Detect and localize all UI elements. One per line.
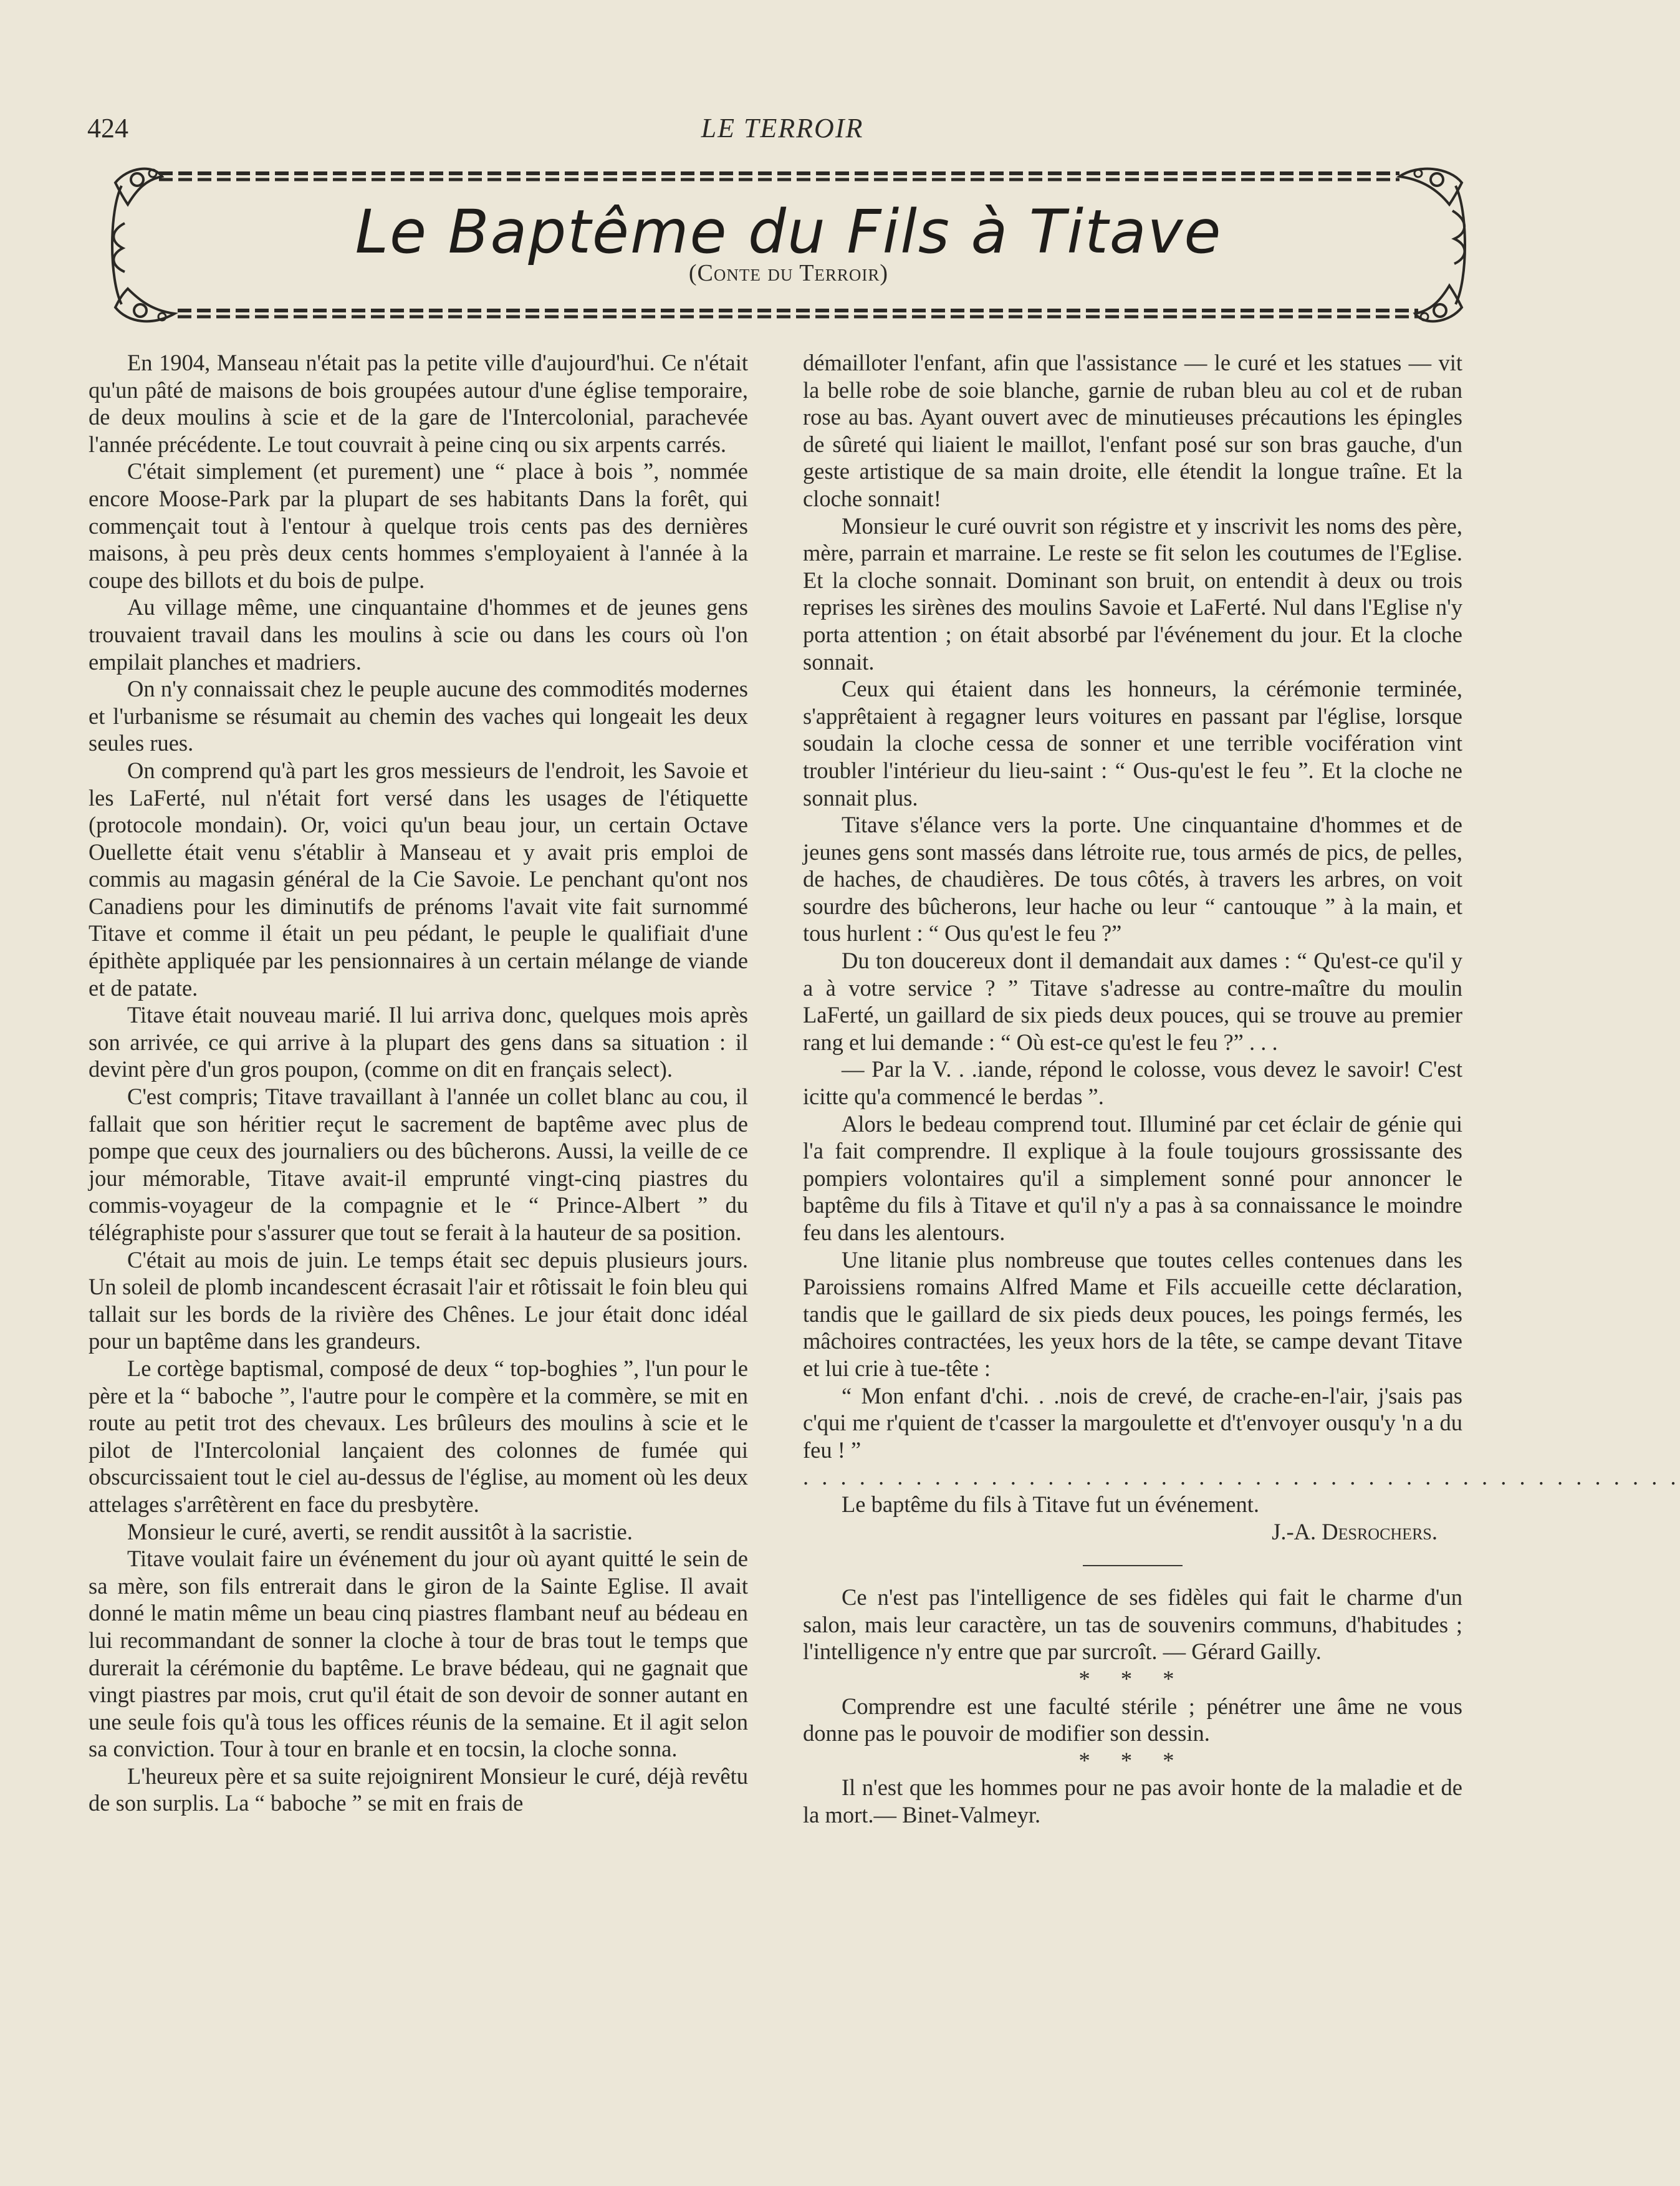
paragraph: L'heureux père et sa suite rejoignirent Monsieur le curé, déjà revêtu de son surplis. La “ baboche ” se mit en frais de [89, 1763, 748, 1816]
journal-title: LE TERROIR [701, 113, 864, 143]
paragraph: démailloter l'enfant, afin que l'assistance — le curé et les statues — vit la belle robe de soie blanche, garnie de ruban bleu au col et de ruban rose au bas. Ayant ouvert avec de minutieuses précautions les épingles de sûreté qui liaient le maillot, l'enfant posé sur son bras gauche, d'un geste artistique de sa main droite, elle étendit la longue traîne. Et la cloche sonnait! [803, 350, 1462, 511]
right-column [803, 349, 1680, 1828]
paragraph: C'était simplement (et purement) une “ place à bois ”, nommée encore Moose-Park par la plupart de ses habitants Dans la forêt, qui commençait tout à l'entour à quelque trois cents pas des dernières maisons, à peu près deux cents hommes s'employaient à l'année à la coupe des billots et du bois de pulpe. [89, 458, 748, 593]
quotation: Il n'est que les hommes pour ne pas avoir honte de la maladie et de la mort.— Binet-Valmeyr. [803, 1774, 1462, 1827]
paragraph: Le cortège baptismal, composé de deux “ top-boghies ”, l'un pour le père et la “ baboche ”, l'autre pour le compère et la commère, se mit en route au petit trot des chevaux. Les brûleurs des moulins à scie et le pilot de l'Intercolonial lançaient des colonnes de fumée qui obscurcissaient tout le ciel au-dessus de l'église, au moment où les deux attelages s'arrêtèrent en face du presbytère. [89, 1355, 748, 1517]
paragraph: C'est compris; Titave travaillant à l'année un collet blanc au cou, il fallait que son héritier reçut le sacrement de baptême avec plus de pompe que ceux des journaliers ou des bûcherons. Aussi, la veille de ce jour mémorable, Titave avait-il emprunté vingt-cinq piastres du commis-voyageur de la compagnie et le “ Prince-Albert ” du télégraphiste pour s'assurer que tout se ferait à la hauteur de sa position. [89, 1084, 748, 1245]
paragraph: C'était au mois de juin. Le temps était sec depuis plusieurs jours. Un soleil de plomb incandescent écrasait l'air et rôtissait le foin bleu qui tallait sur les bords de la rivière des Chênes. Le jour était donc idéal pour un baptême dans les grandeurs. [89, 1246, 748, 1354]
separator-rule [1083, 1565, 1183, 1566]
title-ornamental-frame [103, 161, 1474, 329]
paragraph: On n'y connaissait chez le peuple aucune des commodités modernes et l'urbanisme se résumait au chemin des vaches qui longeait les deux seules rues. [89, 676, 748, 756]
left-column [89, 349, 748, 1817]
paragraph: Au village même, une cinquantaine d'hommes et de jeunes gens trouvaient travail dans les moulins à scie ou dans les cours où l'on empilait planches et madriers. [89, 594, 748, 675]
running-head [87, 112, 1477, 156]
page-number: 424 [87, 113, 128, 143]
paragraph: Monsieur le curé, averti, se rendit aussitôt à la sacristie. [127, 1518, 633, 1544]
paragraph: Une litanie plus nombreuse que toutes celles contenues dans les Paroissiens romains Alfred Mame et Fils accueille cette déclaration, tandis que le gaillard de six pieds deux pouces, les poings fermés, les mâchoires contractées, les yeux hors de la tête, se campe devant Titave et lui crie à tue-tête : [803, 1246, 1462, 1381]
paragraph: Monsieur le curé ouvrit son régistre et y inscrivit les noms des père, mère, parrain et marraine. Le reste se fit selon les coutumes de l'Eglise. Et la cloche sonnait. Dominant son bruit, on entendit à deux ou trois reprises les sirènes des moulins Savoie et LaFerté. Nul dans l'Eglise n'y porta attention ; on était absorbé par l'événement du jour. Et la cloche sonnait. [803, 513, 1462, 675]
paragraph: Titave s'élance vers la porte. Une cinquantaine d'hommes et de jeunes gens sont massés dans létroite rue, tous armés de pics, de pelles, de haches, de chaudières. De tous côtés, à travers les arbres, on voit sourdre des bûcherons, leur hache ou leur “ cantouque ” à la main, et tous hurlent : “ Ous qu'est le feu ?” [803, 812, 1462, 946]
paragraph: “ Mon enfant d'chi. . .nois de crevé, de crache-en-l'air, j'sais pas c'qui me r'quient de t'casser la margoulette et d't'envoyer ousqu'y 'n a du feu ! ” [803, 1382, 1462, 1463]
paragraph: On comprend qu'à part les gros messieurs de l'endroit, les Savoie et les LaFerté, nul n'était fort versé dans les usages de l'étiquette (protocole mondain). Or, voici qu'un beau jour, un certain Octave Ouellette était venu s'établir à Manseau et y avait pris emploi de commis au magasin général de la Cie Savoie. Le penchant qu'ont nos Canadiens pour les diminutifs de prénoms l'avait vite fait surnommé Titave et comme il était un peu pédant, le peuple le qualifiait d'une épithète appliquée par les pensionnaires à un certain mélange de viande et de patate. [89, 757, 748, 1001]
paragraph: En 1904, Manseau n'était pas la petite ville d'aujourd'hui. Ce n'était qu'un pâté de maisons de bois groupées autour d'une église temporaire, de deux moulins à scie et de la gare de l'Intercolonial, parachevée l'année précédente. Le tout couvrait à peine cinq ou six arpents carrés. [89, 350, 748, 457]
quotation: Ce n'est pas l'intelligence de ses fidèles qui fait le charme d'un salon, mais leur caractère, un tas de souvenirs communs, d'habitudes ; l'intelligence n'y entre que par surcroît. — Gérard Gailly. [803, 1584, 1462, 1665]
quotation: Comprendre est une faculté stérile ; pénétrer une âme ne vous donne pas le pouvoir de modifier son dessin. [803, 1693, 1462, 1746]
paragraph: — Par la V. . .iande, répond le colosse, vous devez le savoir! C'est icitte qu'a commencé le berdas ”. [803, 1056, 1462, 1110]
author-signature: J.-A. Desrochers. [1272, 1518, 1438, 1544]
paragraph: Alors le bedeau comprend tout. Illuminé par cet éclair de génie qui l'a fait comprendre. Il explique à la foule toujours grossissante des pompiers volontaires qu'il a simplement sonné pour annoncer le baptême du fils à Titave et qu'il n'y a pas à sa connaissance le moindre feu dans les alentours. [803, 1110, 1462, 1245]
asterism-separator: * * * [1078, 1747, 1187, 1773]
paragraph: Ceux qui étaient dans les honneurs, la cérémonie terminée, s'apprêtaient à regagner leurs voitures en passant par l'église, lorsque soudain la cloche cessa de sonner et une terrible vocifération vint troubler l'intérieur du lieu-saint : “ Ous-qu'est le feu ”. Et la cloche ne sonnait plus. [803, 676, 1462, 811]
closing-line: Le baptême du fils à Titave fut un événement. [842, 1491, 1260, 1517]
article-title: Le Baptême du Fils à Titave [355, 197, 1222, 267]
paragraph: Du ton doucereux dont il demandait aux dames : “ Qu'est-ce qu'il y a à votre service ? ” Titave s'adresse au contre-maître du moulin LaFerté, un gaillard de six pieds deux pouces, qui se trouve au premier rang et lui demande : “ Où est-ce qu'est le feu ?” . . . [803, 948, 1462, 1055]
paragraph: Titave voulait faire un événement du jour où ayant quitté le sein de sa mère, son fils entrerait dans le giron de la Sainte Eglise. Il avait donné le matin même un beau cinq piastres flambant neuf au bédeau en lui recommandant de sonner la cloche à tour de bras tout le temps que durerait la cérémonie du baptême. Le brave bédeau, qui ne gagnait que vingt piastres par mois, crut qu'il était de son devoir de sonner autant en une seule fois qu'à tous les offices réunis de la semaine. Et il agit selon sa conviction. Tour à tour en branle et en tocsin, la cloche sonna. [89, 1546, 748, 1762]
article-subtitle: (Conte du Terroir) [688, 260, 889, 286]
asterism-separator: * * * [1078, 1665, 1187, 1692]
ellipsis-row: . . . . . . . . . . . . . . . . . . . . . . . . . . . . . . . . . . . . . . . . . . . . . . . [803, 1464, 1680, 1490]
paragraph: Titave était nouveau marié. Il lui arriva donc, quelques mois après son arrivée, ce qui arrive à la plupart des gens dans sa situation : il devint père d'un gros poupon, (comme on dit en français select). [89, 1002, 748, 1082]
